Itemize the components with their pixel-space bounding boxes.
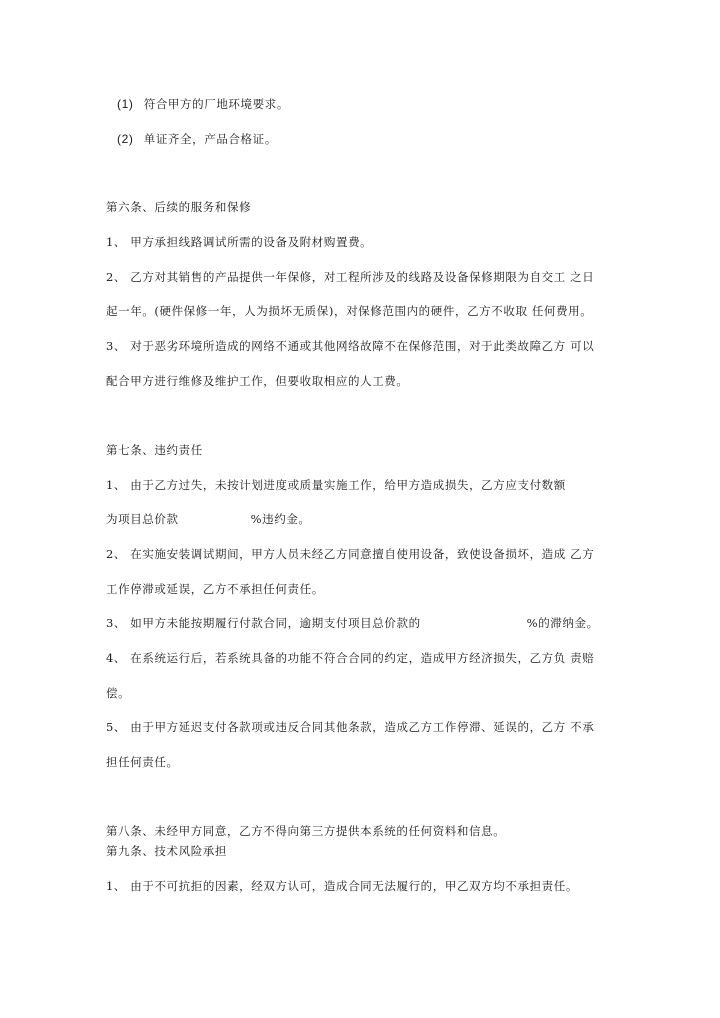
paragraph-line: 3、 对于恶劣环境所造成的网络不通或其他网络故障不在保修范围，对于此类故障乙方 可以: [106, 339, 595, 353]
item-number: (2): [117, 132, 134, 146]
paragraph-text: 3、 如甲方未能按期履行付款合同，逾期支付项目总价款的: [106, 616, 421, 630]
paragraph-line: 2、 在实施安装调试期间，甲方人员未经乙方同意擅自使用设备，致使设备损坏，造成 乙方: [106, 547, 595, 561]
article-8-heading: 第八条、未经甲方同意，乙方不得向第三方提供本系统的任何资料和信息。: [106, 824, 506, 838]
paragraph-line: 1、 甲方承担线路调试所需的设备及附材购置费。: [106, 235, 373, 249]
list-item: [117, 131, 277, 147]
paragraph-line: 工作停滞或延误，乙方不承担任何责任。: [106, 582, 324, 596]
paragraph-line: 担任何责任。: [106, 755, 179, 769]
paragraph-line: 起一年。(硬件保修一年，人为损坏无质保)，对保修范围内的硬件，乙方不收取 任何费用。: [106, 304, 593, 318]
paragraph-line: 1、 由于不可抗拒的因素，经双方认可，造成合同无法履行的，甲乙双方均不承担责任。: [106, 879, 578, 893]
paragraph-line: 1、 由于乙方过失，未按计划进度或质量实施工作，给甲方造成损失，乙方应支付数额: [106, 478, 566, 492]
paragraph-line: 2、 乙方对其销售的产品提供一年保修，对工程所涉及的线路及设备保修期限为自交工 之日: [106, 270, 595, 284]
article-6-heading: 第六条、后续的服务和保修: [106, 200, 252, 214]
article-9-heading: 第九条、技术风险承担: [106, 844, 227, 858]
item-number: (1): [117, 97, 134, 111]
article-7-heading: 第七条、违约责任: [106, 443, 203, 457]
paragraph-line: 偿。: [106, 686, 131, 700]
paragraph-line: [106, 615, 599, 631]
paragraph-line: 4、 在系统运行后，若系统具备的功能不符合合同的约定，造成甲方经济损失，乙方负 责赔: [106, 651, 595, 665]
paragraph-text: %的滞纳金。: [526, 616, 599, 630]
list-item: [117, 96, 289, 112]
paragraph-line: 5、 由于甲方延迟支付各款项或违反合同其他条款，造成乙方工作停滞、延误的，乙方 不承: [106, 720, 595, 734]
item-text: 单证齐全，产品合格证。: [143, 132, 277, 146]
item-text: 符合甲方的厂地环境要求。: [143, 97, 289, 111]
paragraph-text: 为项目总价款: [106, 512, 179, 526]
paragraph-line: [106, 511, 311, 527]
paragraph-line: 配合甲方进行维修及维护工作，但要收取相应的人工费。: [106, 374, 409, 388]
paragraph-text: %违约金。: [250, 512, 311, 526]
